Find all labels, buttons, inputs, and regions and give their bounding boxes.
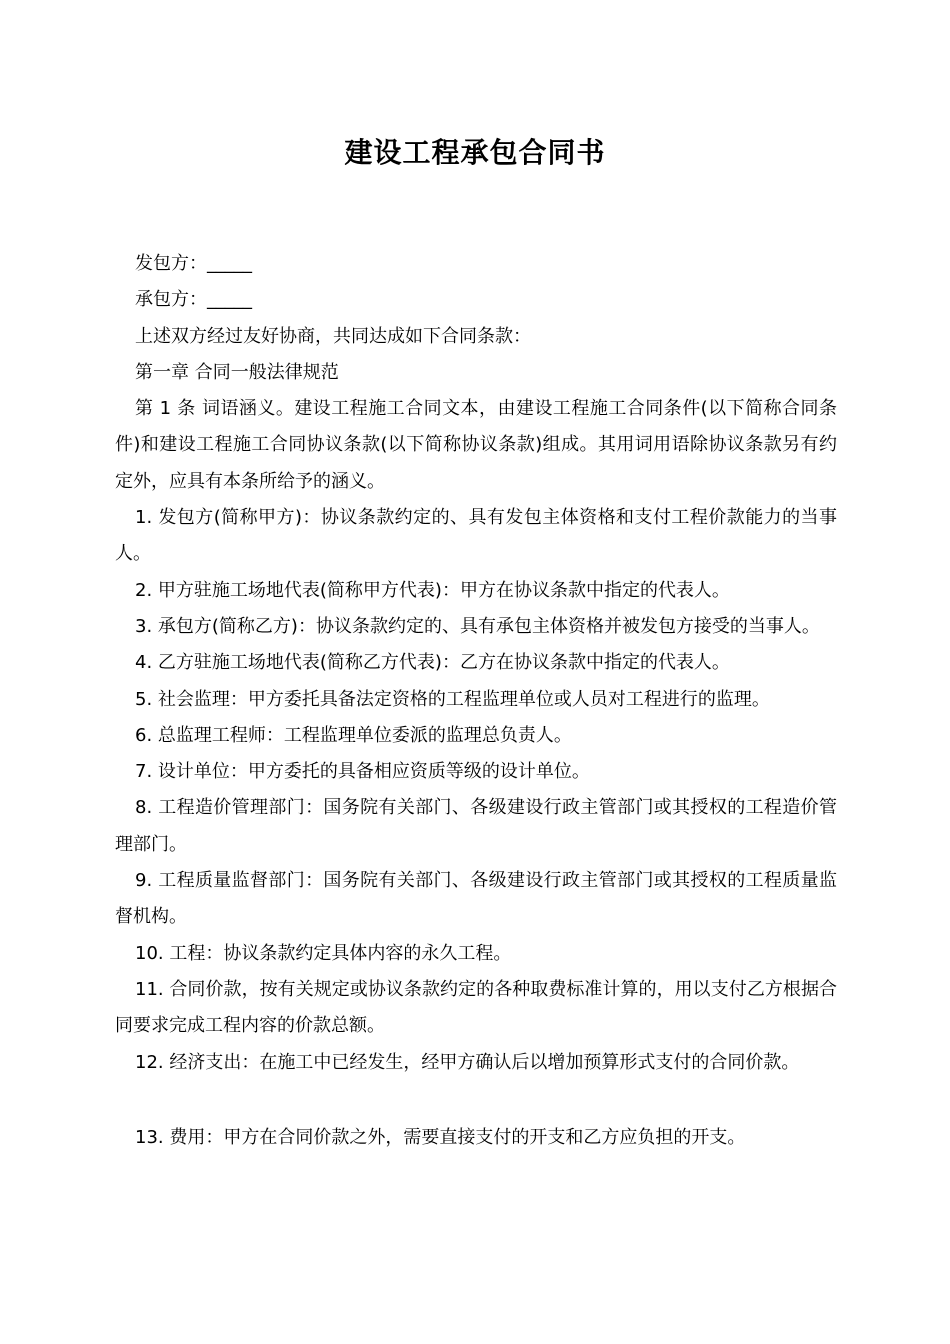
definition-item-13: 13. 费用：甲方在合同价款之外，需要直接支付的开支和乙方应负担的开支。 [135,1126,746,1148]
article-1-paragraph: 第 1 条 词语涵义。建设工程施工合同文本，由建设工程施工合同条件(以下简称合同条件)和建设工程施工合同协议条款(以下简称协议条款)组成。其用词用语除协议条款另有约定外，应具有本条所给予的涵义。 [115,398,837,492]
party-b-line: 承包方：_____ [135,289,252,311]
document-body [115,246,837,1156]
definition-item-4: 4. 乙方驻施工场地代表(简称乙方代表)：乙方在协议条款中指定的代表人。 [135,652,730,674]
definition-item-6: 6. 总监理工程师：工程监理单位委派的监理总负责人。 [135,724,572,746]
intro-paragraph: 上述双方经过友好协商，共同达成如下合同条款： [135,325,531,347]
party-a-line: 发包方：_____ [135,253,252,274]
document-title: 建设工程承包合同书 [344,136,606,169]
definition-item-5: 5. 社会监理：甲方委托具备法定资格的工程监理单位或人员对工程进行的监理。 [135,688,770,710]
definition-item-3: 3. 承包方(简称乙方)：协议条款约定的、具有承包主体资格并被发包方接受的当事人。 [135,615,820,637]
definition-item-10: 10. 工程：协议条款约定具体内容的永久工程。 [135,942,512,964]
definition-item-1: 1. 发包方(简称甲方)：协议条款约定的、具有发包主体资格和支付工程价款能力的当事人。 [115,507,837,565]
chapter-heading: 第一章 合同一般法律规范 [135,361,339,383]
paragraph-gap [115,1081,837,1120]
definition-item-9: 9. 工程质量监督部门：国务院有关部门、各级建设行政主管部门或其授权的工程质量监督机构。 [115,870,837,928]
definition-item-12: 12. 经济支出：在施工中已经发生，经甲方确认后以增加预算形式支付的合同价款。 [135,1051,800,1073]
definition-item-7: 7. 设计单位：甲方委托的具备相应资质等级的设计单位。 [135,761,590,783]
definition-item-2: 2. 甲方驻施工场地代表(简称甲方代表)：甲方在协议条款中指定的代表人。 [135,579,730,601]
definition-item-8: 8. 工程造价管理部门：国务院有关部门、各级建设行政主管部门或其授权的工程造价管理部门。 [115,797,837,855]
definition-item-11: 11. 合同价款，按有关规定或协议条款约定的各种取费标准计算的，用以支付乙方根据合同要求完成工程内容的价款总额。 [115,978,837,1037]
